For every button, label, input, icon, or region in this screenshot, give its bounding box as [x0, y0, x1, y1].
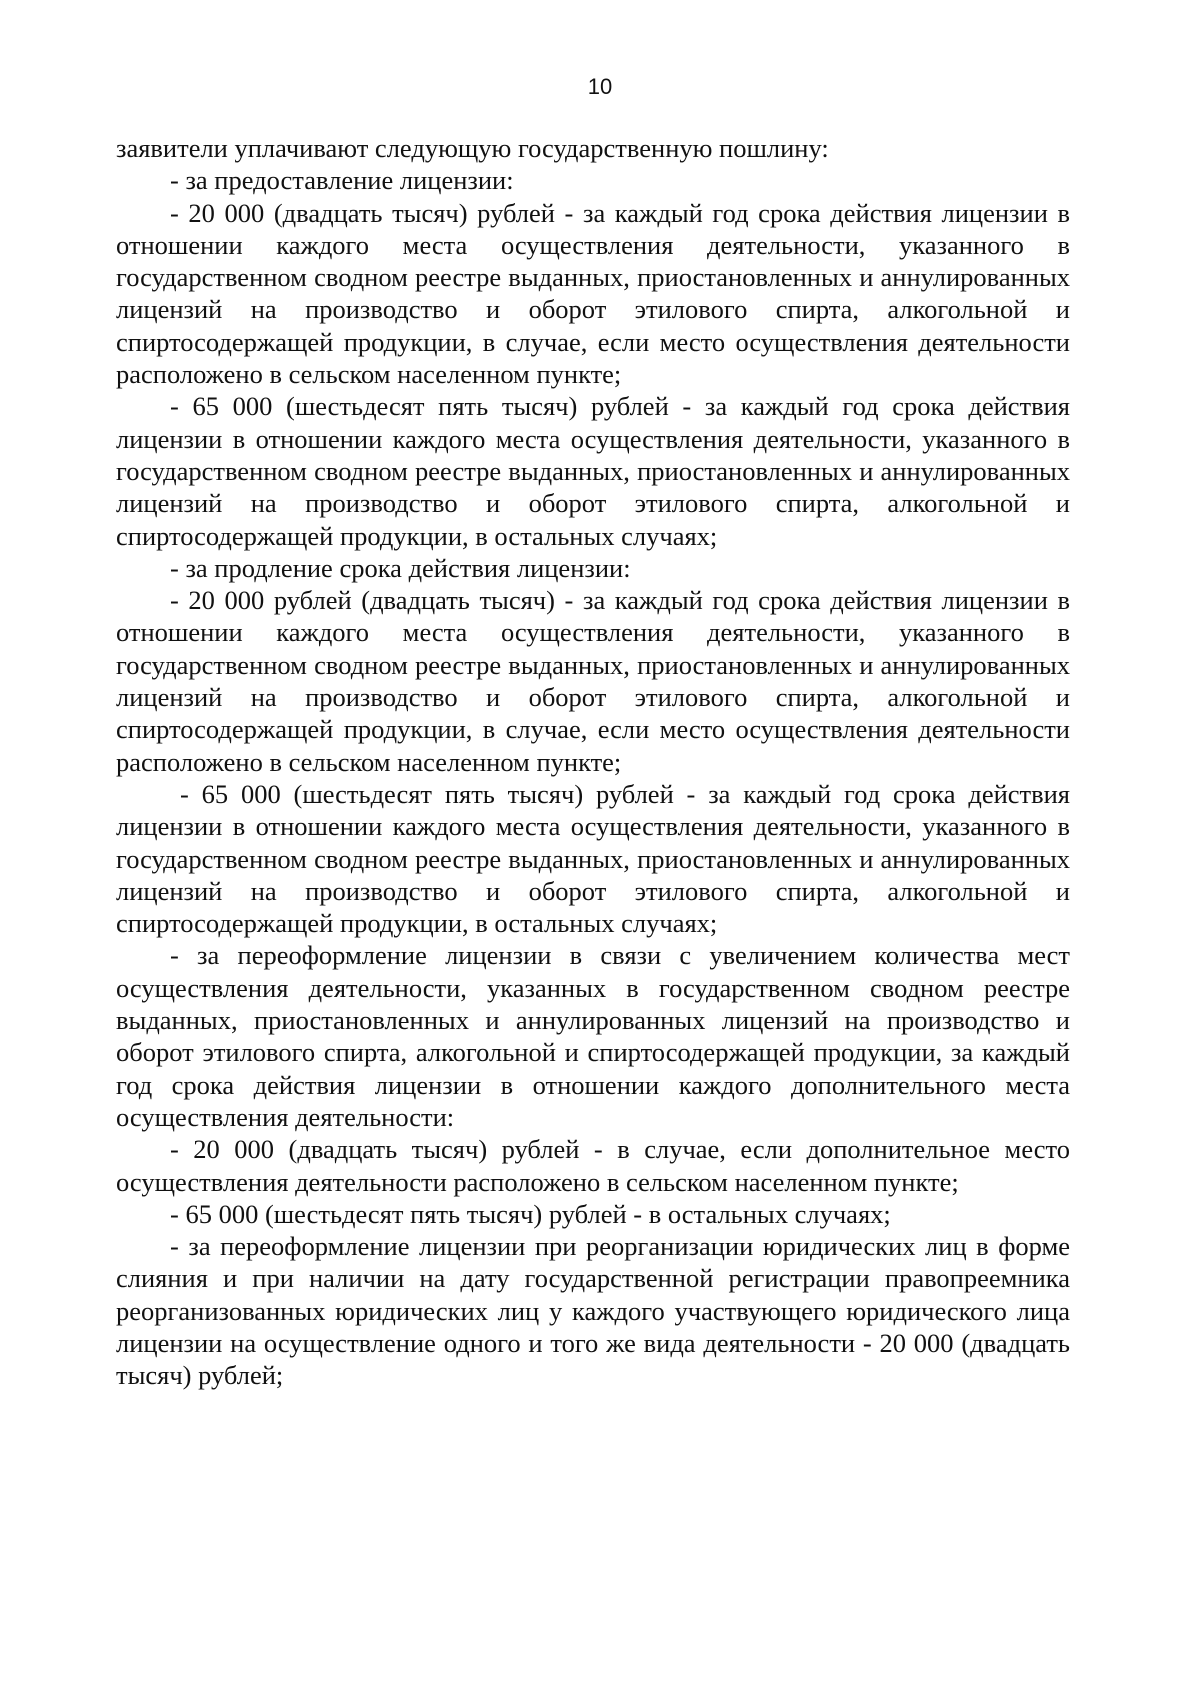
paragraph-issue-rural-fee: - 20 000 (двадцать тысяч) рублей - за каждый год срока действия лицензии в отношении каждого места осуществления деятельности, указанного в государственном сводном реестре выданных, приостановленных и аннулированных лицензий на производство и оборот этилового спирта, алкогольной и спиртосодержащей продукции, в случае, если место осуществления деятельности расположено в сельском населенном пункте;: [116, 197, 1070, 390]
paragraph-extension-rural-fee: - 20 000 рублей (двадцать тысяч) - за каждый год срока действия лицензии в отношении каждого места осуществления деятельности, указанного в государственном сводном реестре выданных, приостановленных и аннулированных лицензий на производство и оборот этилового спирта, алкогольной и спиртосодержащей продукции, в случае, если место осуществления деятельности расположено в сельском населенном пункте;: [116, 585, 1070, 777]
paragraph-license-extension-heading: - за продление срока действия лицензии:: [170, 552, 631, 583]
paragraph-reissue-merger-fee: - за переоформление лицензии при реорганизации юридических лиц в форме слияния и при наличии на дату государственной регистрации правопреемника реорганизованных юридических лиц у каждого участвующего юридического лица лицензии на осуществление одного и того же вида деятельности - 20 000 (двадцать тысяч) рублей;: [116, 1231, 1070, 1391]
page-number: 10: [587, 74, 613, 99]
paragraph-reissue-rural-fee: - 20 000 (двадцать тысяч) рублей - в случае, если дополнительное место осуществления деятельности расположено в сельском населенном пункте;: [116, 1134, 1070, 1197]
document-body: [116, 132, 1070, 1392]
paragraph-reissue-other-fee: - 65 000 (шестьдесят пять тысяч) рублей - в остальных случаях;: [170, 1198, 891, 1229]
paragraph-license-issue-heading: - за предоставление лицензии:: [170, 165, 514, 196]
paragraph-reissue-additional-places: - за переоформление лицензии в связи с увеличением количества мест осуществления деятельности, указанных в государственном сводном реестре выданных, приостановленных и аннулированных лицензий на производство и оборот этилового спирта, алкогольной и спиртосодержащей продукции, за каждый год срока действия лицензии в отношении каждого дополнительного места осуществления деятельности:: [116, 940, 1070, 1132]
paragraph-issue-other-fee: - 65 000 (шестьдесят пять тысяч) рублей - за каждый год срока действия лицензии в отношении каждого места осуществления деятельности, указанного в государственном сводном реестре выданных, приостановленных и аннулированных лицензий на производство и оборот этилового спирта, алкогольной и спиртосодержащей продукции, в остальных случаях;: [116, 391, 1070, 551]
paragraph-intro: заявители уплачивают следующую государственную пошлину:: [116, 133, 829, 163]
paragraph-extension-other-fee: - 65 000 (шестьдесят пять тысяч) рублей - за каждый год срока действия лицензии в отношении каждого места осуществления деятельности, указанного в государственном сводном реестре выданных, приостановленных и аннулированных лицензий на производство и оборот этилового спирта, алкогольной и спиртосодержащей продукции, в остальных случаях;: [116, 778, 1070, 939]
